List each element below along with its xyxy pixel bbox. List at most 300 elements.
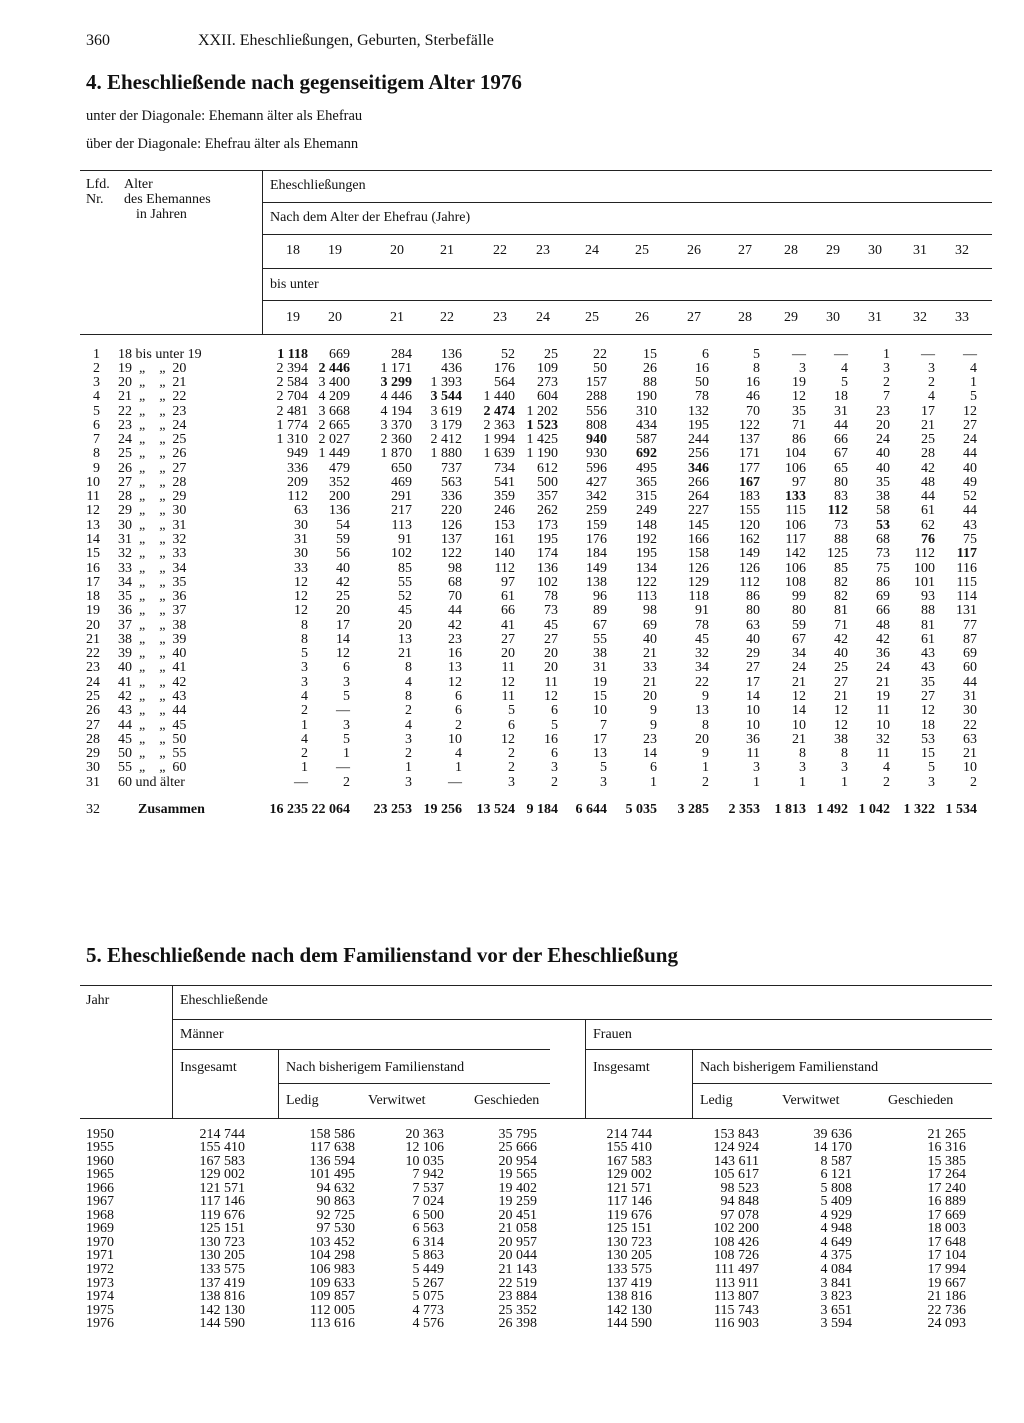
cell-col-12: 21 [876,674,890,690]
cell-col-12: 68 [876,532,890,547]
cell-col-10: 97 [792,474,806,490]
value-cell: 17 240 [927,1180,966,1196]
cell-col-3: 42 [448,617,462,633]
cell-col-6: 5 [600,760,607,776]
cell-col-14: 10 [963,760,977,776]
value-cell: 121 571 [606,1180,652,1196]
value-cell: 130 205 [199,1248,245,1264]
value-cell: 138 816 [199,1289,245,1305]
col-jahr: Jahr [86,993,110,1008]
value-cell: 26 398 [498,1316,537,1332]
cell-col-11: 38 [834,731,848,747]
row-label: 40 „ „ 41 [118,660,187,676]
value-cell: 129 002 [199,1167,245,1183]
cell-col-9: 29 [746,646,760,662]
cell-col-14: 63 [963,731,977,747]
age-to-7: 26 [635,310,649,325]
cell-col-11: 21 [834,688,848,704]
cell-col-12: 42 [876,631,890,647]
cell-col-10: 3 [799,360,806,376]
cell-col-4: 2 [508,760,515,776]
cell-col-7: 249 [636,503,657,519]
row-number: 25 [86,688,100,704]
cell-col-1: 22 064 [311,802,350,817]
value-cell: 19 259 [498,1194,537,1210]
cell-col-7: 365 [636,474,657,490]
cell-col-13: 93 [921,589,935,605]
cell-col-11: 44 [834,417,848,433]
cell-col-3: 137 [441,532,462,547]
cell-col-8: 16 [695,360,709,376]
cell-col-5: 1 425 [526,432,558,448]
cell-col-11: 18 [834,389,848,405]
cell-col-6: 149 [586,560,607,576]
cell-col-7: 26 [643,360,657,376]
cell-col-12: 38 [876,489,890,505]
row-label: 28 „ „ 29 [118,489,187,505]
col-alter-3: in Jahren [136,207,187,222]
value-cell: 7 942 [412,1167,444,1183]
cell-col-2: 4 194 [380,403,412,419]
year-cell: 1955 [86,1140,114,1156]
value-cell: 6 500 [412,1207,444,1223]
age-from-0: 18 [286,243,300,258]
cell-col-9: 70 [746,403,760,419]
cell-col-0: 12 [294,603,308,619]
value-cell: 167 583 [606,1153,652,1169]
cell-col-3: 1 880 [430,446,462,462]
cell-col-10: 12 [792,389,806,405]
row-number: 30 [86,760,100,776]
cell-col-8: 9 [702,746,709,762]
cell-col-4: 97 [501,574,515,590]
value-cell: 17 648 [927,1234,966,1250]
value-cell: 108 426 [713,1234,759,1250]
value-cell: 4 375 [820,1248,852,1264]
cell-col-10: 59 [792,617,806,633]
cell-col-8: 34 [695,660,709,676]
cell-col-6: 157 [586,375,607,391]
row-number: 17 [86,574,100,590]
cell-col-12: 48 [876,617,890,633]
cell-col-8: 32 [695,646,709,662]
cell-col-3: 98 [448,560,462,576]
cell-col-4: 140 [494,546,515,562]
value-cell: 21 143 [498,1262,537,1277]
row-number: 8 [93,446,100,462]
value-cell: 108 726 [713,1248,759,1264]
cell-col-0: — [294,774,308,790]
cell-col-2: 20 [398,617,412,633]
cell-col-10: 142 [785,546,806,562]
cell-col-5: 2 [551,774,558,790]
cell-col-6: 89 [593,603,607,619]
row-label: 27 „ „ 28 [118,474,187,490]
cell-col-11: 66 [834,432,848,448]
cell-col-0: 4 [301,688,308,704]
cell-col-11: 67 [834,446,848,462]
cell-col-13: 4 [928,389,935,405]
cell-col-10: 99 [792,589,806,605]
cell-col-13: 100 [914,560,935,576]
cell-col-10: 104 [785,446,806,462]
cell-col-11: 12 [834,703,848,719]
cell-col-9: 40 [746,631,760,647]
cell-col-14: 44 [963,503,977,519]
cell-col-8: 50 [695,375,709,391]
t5-men-widowed: Verwitwet [368,1093,426,1108]
cell-col-2: 3 [405,774,412,790]
cell-col-0: 5 [301,646,308,662]
cell-col-4: 66 [501,603,515,619]
cell-col-4: 161 [494,532,515,547]
value-cell: 3 841 [820,1275,852,1291]
cell-col-0: 33 [294,560,308,576]
cell-col-9: 122 [739,417,760,433]
cell-col-2: 23 253 [373,802,412,817]
value-cell: 113 616 [310,1316,355,1332]
cell-col-9: 63 [746,617,760,633]
cell-col-8: 129 [688,574,709,590]
cell-col-3: 122 [441,546,462,562]
age-from-9: 27 [738,243,752,258]
cell-col-3: 136 [441,346,462,362]
cell-col-9: 155 [739,503,760,519]
value-cell: 116 903 [714,1316,759,1332]
cell-col-10: 133 [785,489,806,505]
table4-note-above: über der Diagonale: Ehefrau älter als Ehemann [86,136,359,152]
value-cell: 21 265 [927,1126,966,1142]
t5-women: Frauen [593,1027,632,1042]
cell-col-5: 20 [544,660,558,676]
cell-col-10: 1 [799,774,806,790]
cell-col-0: 8 [301,631,308,647]
row-number: 27 [86,717,100,733]
cell-col-14: 49 [963,474,977,490]
cell-col-7: 434 [636,417,657,433]
age-from-3: 21 [440,243,454,258]
cell-col-9: 171 [739,446,760,462]
cell-col-6: 96 [593,589,607,605]
value-cell: 5 267 [412,1275,444,1291]
value-cell: 117 638 [310,1140,355,1156]
year-cell: 1970 [86,1234,114,1250]
cell-col-11: 81 [834,603,848,619]
cell-col-3: 3 619 [430,403,462,419]
cell-col-9: 36 [746,731,760,747]
cell-col-5: 612 [537,460,558,476]
value-cell: 3 823 [820,1289,852,1305]
cell-col-9: 11 [746,746,760,762]
row-label: 41 „ „ 42 [118,674,187,690]
cell-col-2: 2 360 [380,432,412,448]
age-from-10: 28 [784,243,798,258]
cell-col-0: 2 704 [276,389,308,405]
cell-col-12: 24 [876,660,890,676]
cell-col-2: 284 [391,346,412,362]
cell-col-0: 2 584 [276,375,308,391]
cell-col-6: 55 [593,631,607,647]
value-cell: 20 957 [498,1234,537,1250]
value-cell: 90 863 [316,1194,355,1210]
cell-col-8: 256 [688,446,709,462]
cell-col-14: 75 [963,532,977,547]
t5-women-divorced: Geschieden [888,1093,954,1108]
cell-col-12: 73 [876,546,890,562]
cell-col-10: 21 [792,731,806,747]
cell-col-10: 67 [792,631,806,647]
cell-col-2: 2 [405,746,412,762]
cell-col-12: 2 [883,375,890,391]
cell-col-10: 19 [792,375,806,391]
value-cell: 144 590 [606,1316,652,1332]
cell-col-7: 15 [643,346,657,362]
value-cell: 125 151 [199,1221,245,1237]
bis-unter: bis unter [270,277,319,292]
cell-col-14: 21 [963,746,977,762]
cell-col-0: 30 [294,546,308,562]
cell-col-3: 19 256 [423,802,462,817]
cell-col-5: 16 [544,731,558,747]
value-cell: 103 452 [309,1234,355,1250]
cell-col-0: 1 118 [277,346,308,362]
value-cell: 20 044 [498,1248,537,1264]
cell-col-11: 1 [841,774,848,790]
cell-col-4: 11 [501,660,515,676]
cell-col-5: 78 [544,589,558,605]
cell-col-1: 42 [336,574,350,590]
cell-col-13: 43 [921,646,935,662]
cell-col-11: 82 [834,589,848,605]
cell-col-13: — [921,346,935,362]
cell-col-9: 10 [746,717,760,733]
cell-col-4: 12 [501,674,515,690]
col-lfd: Lfd. [86,177,110,192]
cell-col-13: 43 [921,660,935,676]
cell-col-14: 115 [956,574,977,590]
cell-col-2: 8 [405,660,412,676]
cell-col-4: 153 [494,517,515,533]
cell-col-11: — [834,346,848,362]
value-cell: 142 130 [199,1302,245,1318]
table5-title: 5. Eheschließende nach dem Familienstand vor der Eheschließung [86,943,678,967]
cell-col-14: 24 [963,432,977,448]
cell-col-0: 1 [301,760,308,776]
cell-col-11: 112 [827,503,848,519]
cell-col-0: 3 [301,674,308,690]
cell-col-13: 3 [928,774,935,790]
value-cell: 7 024 [412,1194,444,1210]
cell-col-5: 273 [537,375,558,391]
cell-col-7: 9 [650,717,657,733]
cell-col-8: 264 [688,489,709,505]
cell-col-12: 35 [876,474,890,490]
age-from-1: 19 [328,243,342,258]
table4-note-below: unter der Diagonale: Ehemann älter als Ehefrau [86,108,363,124]
value-cell: 5 863 [412,1248,444,1264]
cell-col-7: 148 [636,517,657,533]
cell-col-9: 3 [753,760,760,776]
cell-col-4: 1 440 [483,389,515,405]
cell-col-7: 6 [650,760,657,776]
row-label: 22 „ „ 23 [118,403,187,419]
year-cell: 1974 [86,1289,114,1305]
value-cell: 98 523 [720,1180,759,1196]
cell-col-13: 5 [928,760,935,776]
cell-col-8: 266 [688,474,709,490]
cell-col-13: 88 [921,603,935,619]
cell-col-14: 2 [970,774,977,790]
year-cell: 1969 [86,1221,114,1237]
value-cell: 17 994 [927,1262,966,1277]
value-cell: 35 795 [498,1126,537,1142]
cell-col-8: 2 [702,774,709,790]
cell-col-9: 27 [746,660,760,676]
cell-col-1: 5 [343,731,350,747]
cell-col-3: 12 [448,674,462,690]
cell-col-6: 15 [593,688,607,704]
cell-col-2: 55 [398,574,412,590]
value-cell: 155 410 [606,1140,652,1156]
cell-col-4: 13 524 [476,802,515,817]
cell-col-2: 85 [398,560,412,576]
cell-col-9: 120 [739,517,760,533]
group-header: Eheschließungen [270,178,366,193]
cell-col-12: 20 [876,417,890,433]
cell-col-7: 310 [636,403,657,419]
cell-col-9: 177 [739,460,760,476]
value-cell: 6 314 [412,1234,444,1250]
cell-col-2: 8 [405,688,412,704]
cell-col-7: 495 [636,460,657,476]
cell-col-11: 5 [841,375,848,391]
row-number: 19 [86,603,100,619]
year-cell: 1973 [86,1275,114,1291]
row-number: 13 [86,517,100,533]
value-cell: 4 948 [820,1221,852,1237]
age-to-4: 23 [493,310,507,325]
value-cell: 20 363 [405,1126,444,1142]
value-cell: 21 058 [498,1221,537,1237]
cell-col-10: 10 [792,717,806,733]
cell-col-2: 1 171 [380,360,412,376]
row-label: 29 „ „ 30 [118,503,187,519]
value-cell: 10 035 [405,1153,444,1169]
value-cell: 4 929 [820,1207,852,1223]
cell-col-3: 336 [441,489,462,505]
value-cell: 6 563 [412,1221,444,1237]
cell-col-4: 61 [501,589,515,605]
cell-col-8: 6 [702,346,709,362]
t5-group-header: Eheschließende [180,993,268,1008]
cell-col-6: 596 [586,460,607,476]
cell-col-7: 14 [643,746,657,762]
row-label: 37 „ „ 38 [118,617,187,633]
cell-col-9: 16 [746,375,760,391]
cell-col-4: 246 [494,503,515,519]
cell-col-6: 259 [586,503,607,519]
cell-col-8: 227 [688,503,709,519]
cell-col-1: 200 [329,489,350,505]
cell-col-13: 28 [921,446,935,462]
cell-col-5: 12 [544,688,558,704]
t5-men-divorced: Geschieden [474,1093,540,1108]
value-cell: 5 449 [412,1262,444,1277]
cell-col-5: 1 523 [526,417,558,433]
cell-col-5: 6 [551,703,558,719]
cell-col-2: 217 [391,503,412,519]
cell-col-13: 48 [921,474,935,490]
cell-col-10: 106 [785,517,806,533]
row-label: 26 „ „ 27 [118,460,187,476]
value-cell: 94 632 [316,1180,355,1196]
cell-col-0: 30 [294,517,308,533]
value-cell: 3 594 [820,1316,852,1332]
cell-col-1: 17 [336,617,350,633]
cell-col-9: 183 [739,489,760,505]
cell-col-14: 114 [956,589,977,605]
year-cell: 1960 [86,1153,114,1169]
cell-col-2: 3 370 [380,417,412,433]
cell-col-1: 3 668 [318,403,350,419]
value-cell: 92 725 [316,1207,355,1223]
value-cell: 125 151 [606,1221,652,1237]
cell-col-2: 4 446 [380,389,412,405]
age-to-1: 20 [328,310,342,325]
cell-col-2: 102 [391,546,412,562]
cell-col-3: 23 [448,631,462,647]
cell-col-13: 101 [914,574,935,590]
cell-col-8: 158 [688,546,709,562]
cell-col-7: 69 [643,617,657,633]
cell-col-0: 209 [287,474,308,490]
cell-col-9: 80 [746,603,760,619]
row-label: 24 „ „ 25 [118,432,187,448]
value-cell: 25 666 [498,1140,537,1156]
cell-col-2: 4 [405,717,412,733]
cell-col-1: 12 [336,646,350,662]
row-label: Zusammen [138,802,205,817]
cell-col-4: 27 [501,631,515,647]
value-cell: 119 676 [200,1207,245,1223]
cell-col-7: 9 [650,703,657,719]
age-to-6: 25 [585,310,599,325]
cell-col-8: 118 [688,589,709,605]
cell-col-9: 167 [739,474,760,490]
cell-col-6: 427 [586,474,607,490]
cell-col-1: 669 [329,346,350,362]
value-cell: 3 651 [820,1302,852,1318]
cell-col-6: 808 [586,417,607,433]
cell-col-14: 131 [956,603,977,619]
cell-col-12: 75 [876,560,890,576]
cell-col-8: 9 [702,688,709,704]
cell-col-2: 1 870 [380,446,412,462]
row-number: 22 [86,646,100,662]
cell-col-5: 604 [537,389,558,405]
cell-col-4: 112 [494,560,515,576]
cell-col-0: 2 [301,746,308,762]
cell-col-0: 3 [301,660,308,676]
cell-col-5: 6 [551,746,558,762]
cell-col-9: 86 [746,589,760,605]
value-cell: 143 611 [714,1153,759,1169]
cell-col-1: 40 [336,560,350,576]
cell-col-3: 6 [455,703,462,719]
cell-col-12: 40 [876,460,890,476]
value-cell: 94 848 [720,1194,759,1210]
age-to-2: 21 [390,310,404,325]
